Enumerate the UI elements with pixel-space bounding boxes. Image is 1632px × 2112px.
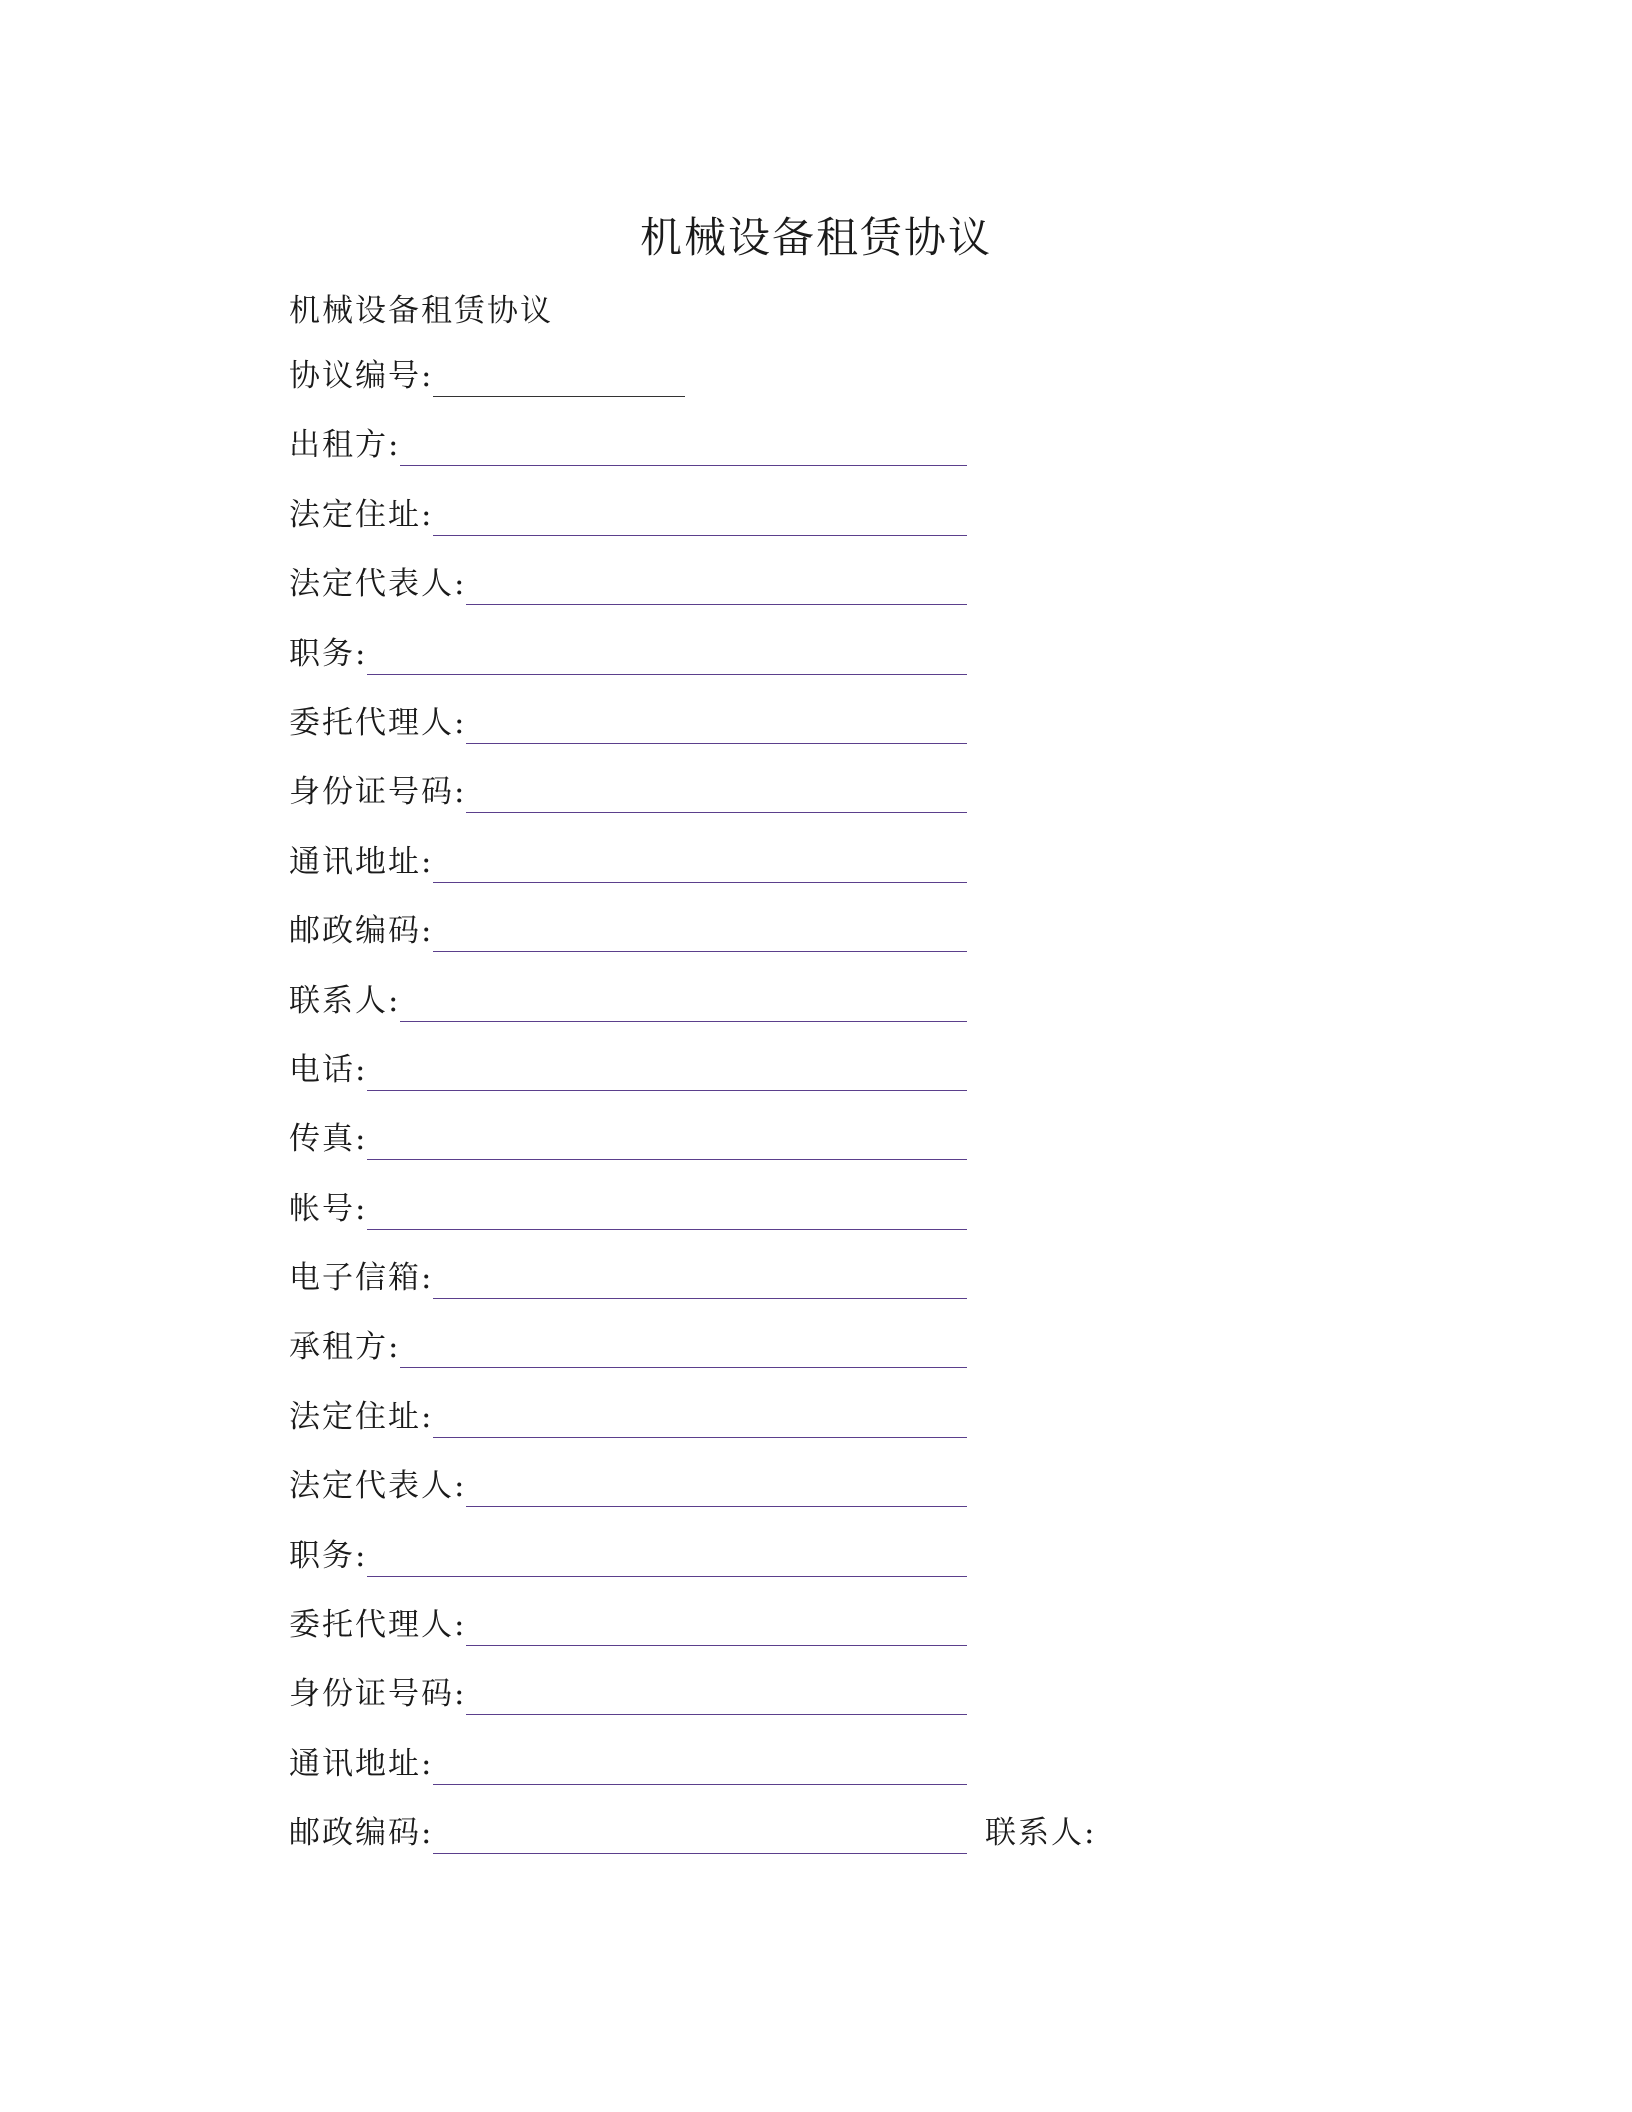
form-field-row bbox=[289, 1048, 1389, 1117]
field-label: 承租方: bbox=[289, 1329, 401, 1366]
fill-in-line[interactable] bbox=[367, 1534, 967, 1577]
field-label: 职务: bbox=[289, 635, 368, 672]
form-field-row bbox=[289, 354, 1389, 423]
fill-in-line[interactable] bbox=[367, 1117, 967, 1160]
form-field-row bbox=[289, 1742, 1389, 1811]
form-fields bbox=[289, 354, 1389, 1881]
document-subtitle: 机械设备租赁协议 bbox=[289, 293, 553, 329]
field-label: 联系人: bbox=[289, 982, 401, 1019]
form-field-row bbox=[289, 1603, 1389, 1672]
fill-in-line[interactable] bbox=[433, 1811, 967, 1854]
fill-in-line[interactable] bbox=[466, 562, 967, 605]
fill-in-line[interactable] bbox=[433, 840, 967, 883]
fill-in-line[interactable] bbox=[466, 1464, 967, 1507]
field-label: 出租方: bbox=[289, 427, 401, 464]
field-label: 传真: bbox=[289, 1121, 368, 1158]
trailing-field-label: 联系人: bbox=[985, 1815, 1097, 1852]
field-label: 帐号: bbox=[289, 1190, 368, 1227]
form-field-row bbox=[289, 1464, 1389, 1533]
fill-in-line[interactable] bbox=[400, 423, 967, 466]
form-field-row bbox=[289, 1672, 1389, 1741]
form-field-row bbox=[289, 909, 1389, 978]
fill-in-line[interactable] bbox=[433, 1395, 967, 1438]
field-label: 法定住址: bbox=[289, 1398, 434, 1435]
field-label: 协议编号: bbox=[289, 358, 434, 394]
fill-in-line[interactable] bbox=[433, 493, 967, 536]
fill-in-line[interactable] bbox=[400, 1325, 967, 1368]
field-label: 邮政编码: bbox=[289, 913, 434, 950]
fill-in-line[interactable] bbox=[367, 632, 967, 675]
form-field-row bbox=[289, 1117, 1389, 1186]
field-label: 通讯地址: bbox=[289, 843, 434, 880]
form-field-row bbox=[289, 1395, 1389, 1464]
fill-in-line[interactable] bbox=[466, 701, 967, 744]
field-label: 委托代理人: bbox=[289, 1607, 467, 1644]
fill-in-line[interactable] bbox=[466, 1603, 967, 1646]
fill-in-line[interactable] bbox=[433, 1256, 967, 1299]
fill-in-line[interactable] bbox=[400, 979, 967, 1022]
form-field-row bbox=[289, 423, 1389, 492]
field-label: 邮政编码: bbox=[289, 1815, 434, 1852]
fill-in-line[interactable] bbox=[367, 1187, 967, 1230]
field-label: 法定住址: bbox=[289, 496, 434, 533]
form-field-row bbox=[289, 1811, 1389, 1880]
form-field-row bbox=[289, 562, 1389, 631]
form-field-row bbox=[289, 770, 1389, 839]
field-label: 身份证号码: bbox=[289, 1676, 467, 1713]
fill-in-line[interactable] bbox=[433, 909, 967, 952]
field-label: 法定代表人: bbox=[289, 566, 467, 603]
form-field-row bbox=[289, 840, 1389, 909]
field-label: 身份证号码: bbox=[289, 774, 467, 811]
field-label: 电话: bbox=[289, 1051, 368, 1088]
form-field-row bbox=[289, 632, 1389, 701]
form-field-row bbox=[289, 1325, 1389, 1394]
document-title: 机械设备租赁协议 bbox=[639, 213, 992, 262]
form-field-row bbox=[289, 979, 1389, 1048]
field-label: 职务: bbox=[289, 1537, 368, 1574]
fill-in-line[interactable] bbox=[367, 1048, 967, 1091]
field-label: 通讯地址: bbox=[289, 1745, 434, 1782]
form-field-row bbox=[289, 493, 1389, 562]
field-label: 法定代表人: bbox=[289, 1468, 467, 1505]
fill-in-line[interactable] bbox=[433, 1742, 967, 1785]
field-label: 电子信箱: bbox=[289, 1260, 434, 1297]
fill-in-line[interactable] bbox=[466, 1672, 967, 1715]
form-field-row bbox=[289, 1256, 1389, 1325]
form-field-row bbox=[289, 701, 1389, 770]
fill-in-line[interactable] bbox=[433, 354, 685, 397]
field-label: 委托代理人: bbox=[289, 704, 467, 741]
form-field-row bbox=[289, 1534, 1389, 1603]
fill-in-line[interactable] bbox=[466, 770, 967, 813]
form-field-row bbox=[289, 1187, 1389, 1256]
